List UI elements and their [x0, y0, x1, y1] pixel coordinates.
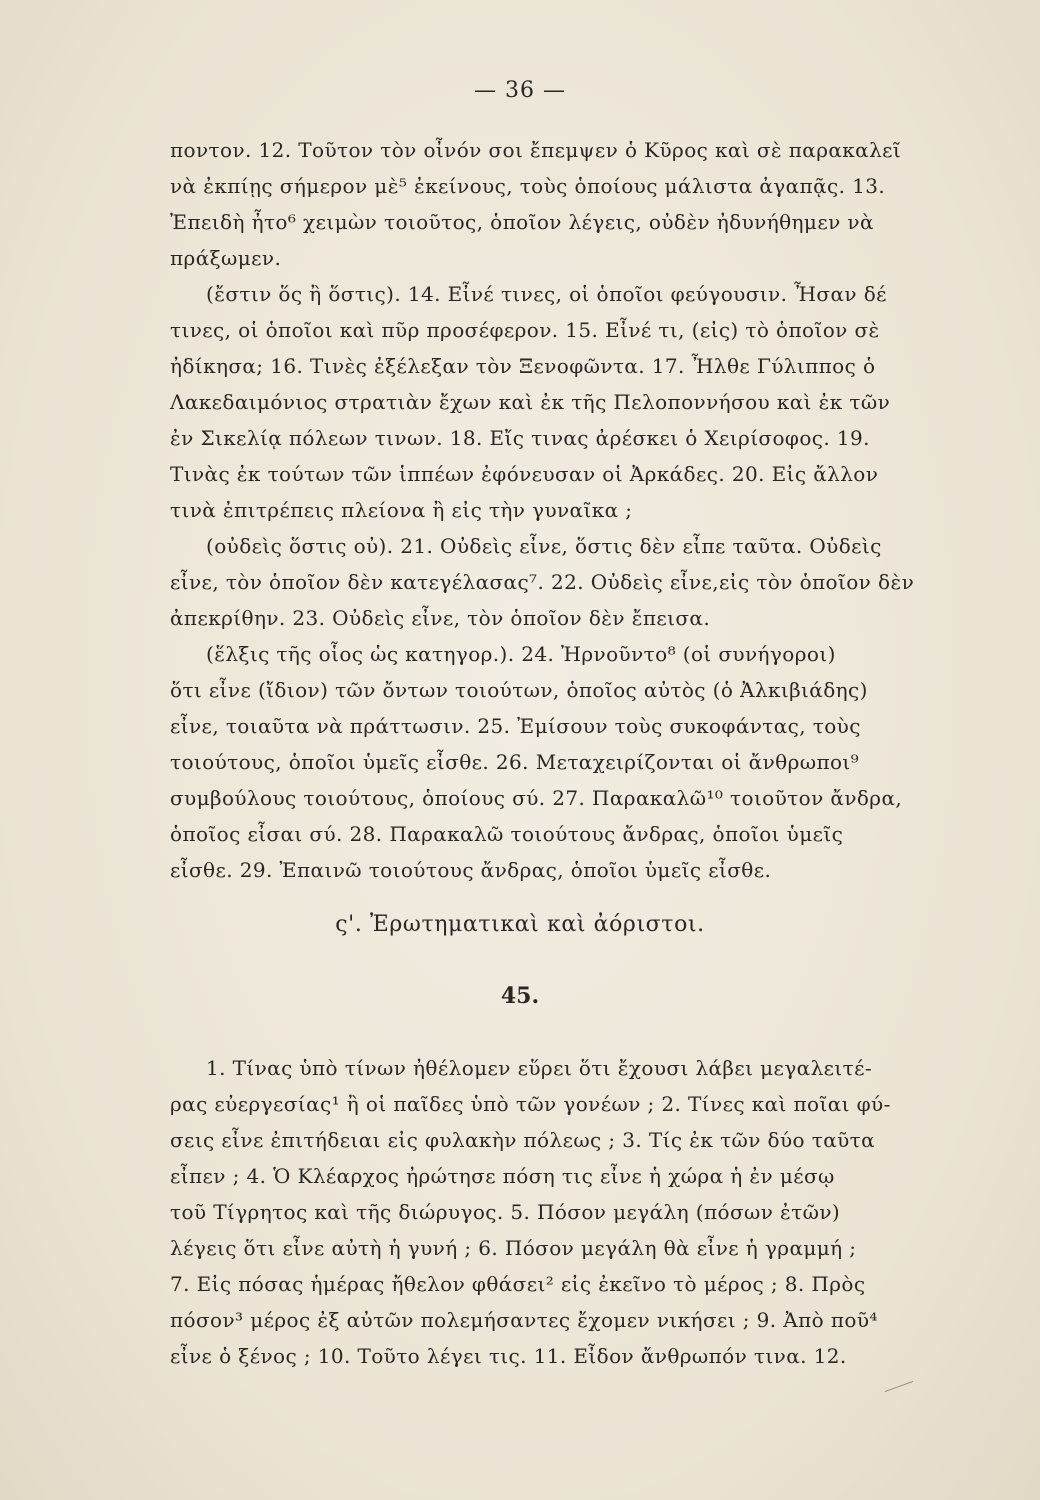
text-line: Τινὰς ἐκ τούτων τῶν ἱππέων ἐφόνευσαν οἱ Ἀρκάδες. 20. Εἰς ἄλλον — [170, 462, 879, 486]
text-line: λέγεις ὅτι εἶνε αὐτὴ ἡ γυνή ; 6. Πόσον μεγάλη θὰ εἶνε ἡ γραμμή ; — [170, 1236, 857, 1260]
text-line: (ἔστιν ὅς ἢ ὅστις). 14. Εἶνέ τινες, οἱ ὁποῖοι φεύγουσιν. Ἦσαν δέ — [206, 282, 887, 306]
text-line: πράξωμεν. — [170, 246, 282, 270]
text-line: (οὐδεὶς ὅστις οὐ). 21. Οὐδεὶς εἶνε, ὅστις δὲν εἶπε ταῦτα. Οὐδεὶς — [206, 534, 882, 558]
page-number-header: — 36 — — [474, 78, 566, 103]
text-line: (ἕλξις τῆς οἷος ὡς κατηγορ.). 24. Ἠρνοῦντο⁸ (οἱ συνήγοροι) — [206, 642, 836, 666]
text-line: 7. Εἰς πόσας ἡμέρας ἤθελον φθάσει² εἰς ἐκεῖνο τὸ μέρος ; 8. Πρὸς — [170, 1272, 866, 1296]
text-line: τινες, οἱ ὁποῖοι καὶ πῦρ προσέφερον. 15. Εἶνέ τι, (εἰς) τὸ ὁποῖον σὲ — [170, 318, 880, 342]
section-title: ς'. Ἐρωτηματικαὶ καὶ ἀόριστοι. — [335, 912, 705, 937]
text-line: πόσον³ μέρος ἐξ αὐτῶν πολεμήσαντες ἔχομεν νικήσει ; 9. Ἀπὸ ποῦ⁴ — [170, 1308, 878, 1332]
text-line: τινὰ ἐπιτρέπεις πλείονα ἢ εἰς τὴν γυναῖκα ; — [170, 498, 633, 522]
text-line: νὰ ἐκπίῃς σήμερον μὲ⁵ ἐκείνους, τοὺς ὁποίους μάλιστα ἀγαπᾷς. 13. — [170, 174, 886, 198]
text-line: ὅτι εἶνε (ἴδιον) τῶν ὄντων τοιούτων, ὁποῖος αὐτὸς (ὁ Ἀλκιβιάδης) — [170, 678, 868, 702]
text-line: εἶπεν ; 4. Ὁ Κλέαρχος ἠρώτησε πόση τις εἶνε ἡ χώρα ἡ ἐν μέσῳ — [170, 1164, 835, 1188]
text-line: ὁποῖος εἶσαι σύ. 28. Παρακαλῶ τοιούτους ἄνδρας, ὁποῖοι ὑμεῖς — [170, 822, 844, 846]
text-line: ἠδίκησα; 16. Τινὲς ἐξέλεξαν τὸν Ξενοφῶντα. 17. Ἦλθε Γύλιππος ὁ — [170, 354, 876, 378]
text-line: εἶσθε. 29. Ἐπαινῶ τοιούτους ἄνδρας, ὁποῖοι ὑμεῖς εἶσθε. — [170, 858, 772, 882]
text-line: εἶνε, τοιαῦτα νὰ πράττωσιν. 25. Ἐμίσουν τοὺς συκοφάντας, τοὺς — [170, 714, 861, 738]
text-line: 1. Τίνας ὑπὸ τίνων ἠθέλομεν εὕρει ὅτι ἔχουσι λάβει μεγαλειτέ- — [206, 1056, 873, 1080]
text-line: ἀπεκρίθην. 23. Οὐδεὶς εἶνε, τὸν ὁποῖον δὲν ἔπεισα. — [170, 606, 711, 630]
exercise-text-block-1 — [170, 132, 940, 888]
text-line: συμβούλους τοιούτους, ὁποίους σύ. 27. Παρακαλῶ¹⁰ τοιοῦτον ἄνδρα, — [170, 786, 903, 810]
pencil-mark — [885, 1381, 914, 1392]
text-line: εἶνε ὁ ξένος ; 10. Τοῦτο λέγει τις. 11. Εἶδον ἄνθρωπόν τινα. 12. — [170, 1344, 847, 1368]
text-line: ἐν Σικελίᾳ πόλεων τινων. 18. Εἴς τινας ἀρέσκει ὁ Χειρίσοφος. 19. — [170, 426, 870, 450]
text-line: σεις εἶνε ἐπιτήδειαι εἰς φυλακὴν πόλεως ; 3. Τίς ἐκ τῶν δύο ταῦτα — [170, 1128, 876, 1152]
text-line: τοιούτους, ὁποῖοι ὑμεῖς εἶσθε. 26. Μεταχειρίζονται οἱ ἄνθρωποι⁹ — [170, 750, 860, 774]
text-line: Λακεδαιμόνιος στρατιὰν ἔχων καὶ ἐκ τῆς Πελοποννήσου καὶ ἐκ τῶν — [170, 390, 891, 414]
exercise-text-block-2 — [170, 1050, 940, 1374]
text-line: Ἐπειδὴ ἦτο⁶ χειμὼν τοιοῦτος, ὁποῖον λέγεις, οὐδὲν ἠδυνήθημεν νὰ — [170, 210, 874, 234]
text-line: εἶνε, τὸν ὁποῖον δὲν κατεγέλασας⁷. 22. Οὐδεὶς εἶνε,εἰς τὸν ὁποῖον δὲν — [170, 570, 915, 594]
text-line: τοῦ Τίγρητος καὶ τῆς διώρυγος. 5. Πόσον μεγάλη (πόσων ἐτῶν) — [170, 1200, 841, 1224]
text-line: ρας εὐεργεσίας¹ ἢ οἱ παῖδες ὑπὸ τῶν γονέων ; 2. Τίνες καὶ ποῖαι φύ- — [170, 1092, 891, 1116]
exercise-number: 45. — [500, 983, 540, 1009]
text-line: ποντον. 12. Τοῦτον τὸν οἶνόν σοι ἔπεμψεν ὁ Κῦρος καὶ σὲ παρακαλεῖ — [170, 138, 902, 162]
